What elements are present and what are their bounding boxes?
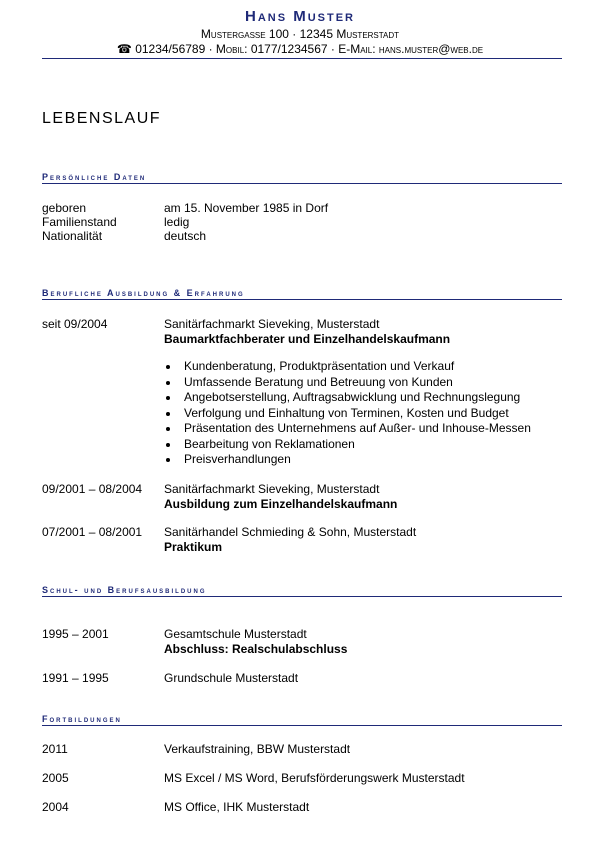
applicant-name: Hans Muster xyxy=(244,8,355,25)
applicant-address: Mustergasse 100 · 12345 Musterstadt xyxy=(200,27,400,41)
telephone-icon: ☎ xyxy=(116,42,132,56)
personal-value: deutsch xyxy=(164,229,207,243)
section-heading-education: Schul- und Berufsausbildung xyxy=(42,585,562,597)
education-degree: Abschluss: Realschulabschluss xyxy=(164,642,348,656)
experience-period: 09/2001 – 08/2004 xyxy=(42,482,143,496)
experience-period: seit 09/2004 xyxy=(42,317,108,331)
contact-line xyxy=(0,42,600,56)
education-period: 1991 – 1995 xyxy=(42,671,109,685)
list-item: Kundenberatung, Produktpräsentation und Verkauf xyxy=(164,359,531,375)
training-course: MS Office, IHK Musterstadt xyxy=(164,800,310,814)
personal-value: ledig xyxy=(164,215,190,229)
list-item: Bearbeitung von Reklamationen xyxy=(164,437,531,453)
list-item: Angebotserstellung, Auftragsabwicklung und Rechnungslegung xyxy=(164,390,531,406)
experience-role: Baumarktfachberater und Einzelhandelskaufmann xyxy=(164,332,451,346)
list-item: Umfassende Beratung und Betreuung von Kunden xyxy=(164,375,531,391)
contact-details: 01234/56789 · Mobil: 0177/1234567 · E-Mail: hans.muster@web.de xyxy=(135,42,484,56)
list-item: Verfolgung und Einhaltung von Terminen, Kosten und Budget xyxy=(164,406,531,422)
experience-period: 07/2001 – 08/2001 xyxy=(42,525,143,539)
education-school: Gesamtschule Musterstadt xyxy=(164,627,307,641)
list-item: Preisverhandlungen xyxy=(164,452,531,468)
header-divider xyxy=(42,58,562,59)
section-heading-personal: Persönliche Daten xyxy=(42,172,562,184)
training-course: Verkaufstraining, BBW Musterstadt xyxy=(164,742,351,756)
training-course: MS Excel / MS Word, Berufsförderungswerk Musterstadt xyxy=(164,771,465,785)
section-heading-experience: Berufliche Ausbildung & Erfahrung xyxy=(42,288,562,300)
experience-role: Praktikum xyxy=(164,540,223,554)
education-period: 1995 – 2001 xyxy=(42,627,109,641)
personal-value: am 15. November 1985 in Dorf xyxy=(164,201,329,215)
duties-list xyxy=(164,359,531,468)
experience-role: Ausbildung zum Einzelhandelskaufmann xyxy=(164,497,398,511)
education-school: Grundschule Musterstadt xyxy=(164,671,299,685)
experience-company: Sanitärhandel Schmieding & Sohn, Musterstadt xyxy=(164,525,417,539)
document-title: LEBENSLAUF xyxy=(42,110,162,127)
section-heading-training: Fortbildungen xyxy=(42,714,562,726)
personal-label: geboren xyxy=(42,201,87,215)
personal-label: Nationalität xyxy=(42,229,103,243)
training-year: 2011 xyxy=(42,742,68,756)
list-item: Präsentation des Unternehmens auf Außer- und Inhouse-Messen xyxy=(164,421,531,437)
experience-company: Sanitärfachmarkt Sieveking, Musterstadt xyxy=(164,317,380,331)
training-year: 2005 xyxy=(42,771,69,785)
training-year: 2004 xyxy=(42,800,69,814)
experience-company: Sanitärfachmarkt Sieveking, Musterstadt xyxy=(164,482,380,496)
personal-label: Familienstand xyxy=(42,215,117,229)
